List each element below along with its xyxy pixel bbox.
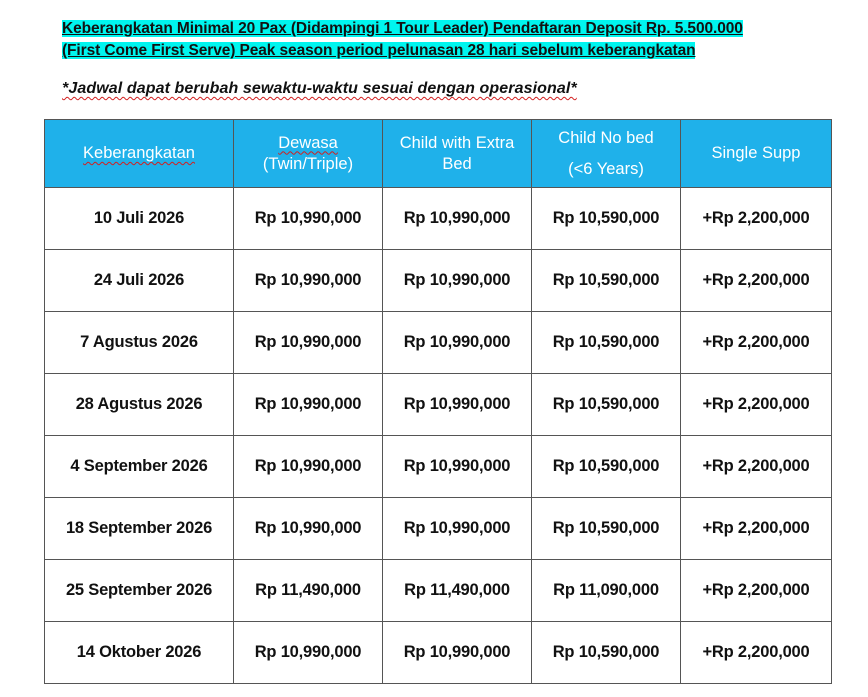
cell-child-no-bed-price: Rp 10,590,000	[532, 312, 681, 374]
cell-child-extra-price: Rp 10,990,000	[383, 250, 532, 312]
cell-date: 4 September 2026	[45, 436, 234, 498]
header-child-extra-line2: Bed	[442, 154, 472, 173]
cell-single-supp: +Rp 2,200,000	[681, 560, 832, 622]
schedule-disclaimer: *Jadwal dapat berubah sewaktu-waktu sesuai dengan operasional*	[62, 80, 577, 97]
cell-child-no-bed-price: Rp 10,590,000	[532, 250, 681, 312]
table-row	[45, 560, 832, 622]
cell-child-no-bed-price: Rp 11,090,000	[532, 560, 681, 622]
header-departure	[45, 120, 234, 188]
cell-child-extra-price: Rp 11,490,000	[383, 560, 532, 622]
header-single-label: Single Supp	[711, 144, 801, 162]
cell-child-extra-price: Rp 10,990,000	[383, 374, 532, 436]
header-adult-line2: (Twin/Triple)	[262, 154, 354, 173]
deposit-notice	[62, 18, 822, 62]
cell-child-extra-price: Rp 10,990,000	[383, 622, 532, 684]
notice-line-2: (First Come First Serve) Peak season period pelunasan 28 hari sebelum keberangkatan	[62, 42, 696, 59]
notice-line-1: Keberangkatan Minimal 20 Pax (Didampingi 1 Tour Leader) Pendaftaran Deposit Rp. 5.500.000	[62, 20, 743, 37]
header-child-extra-bed	[383, 120, 532, 188]
cell-date: 7 Agustus 2026	[45, 312, 234, 374]
cell-child-extra-price: Rp 10,990,000	[383, 312, 532, 374]
price-table	[44, 119, 832, 684]
cell-date: 10 Juli 2026	[45, 188, 234, 250]
cell-single-supp: +Rp 2,200,000	[681, 498, 832, 560]
cell-child-extra-price: Rp 10,990,000	[383, 498, 532, 560]
header-child-no-bed	[532, 120, 681, 188]
header-adult	[234, 120, 383, 188]
table-row	[45, 374, 832, 436]
cell-date: 28 Agustus 2026	[45, 374, 234, 436]
cell-adult-price: Rp 10,990,000	[234, 250, 383, 312]
cell-date: 18 September 2026	[45, 498, 234, 560]
header-adult-line1: Dewasa	[278, 133, 338, 152]
table-row	[45, 436, 832, 498]
cell-date: 24 Juli 2026	[45, 250, 234, 312]
cell-date: 14 Oktober 2026	[45, 622, 234, 684]
cell-adult-price: Rp 10,990,000	[234, 436, 383, 498]
header-single-supp	[681, 120, 832, 188]
cell-adult-price: Rp 10,990,000	[234, 188, 383, 250]
cell-child-no-bed-price: Rp 10,590,000	[532, 498, 681, 560]
cell-child-no-bed-price: Rp 10,590,000	[532, 374, 681, 436]
table-header-row	[45, 120, 832, 188]
header-child-no-bed-line1: Child No bed	[558, 128, 654, 147]
table-row	[45, 250, 832, 312]
cell-child-no-bed-price: Rp 10,590,000	[532, 436, 681, 498]
cell-date: 25 September 2026	[45, 560, 234, 622]
cell-adult-price: Rp 10,990,000	[234, 622, 383, 684]
cell-single-supp: +Rp 2,200,000	[681, 312, 832, 374]
header-child-no-bed-line2: (<6 Years)	[568, 159, 644, 178]
table-row	[45, 498, 832, 560]
cell-single-supp: +Rp 2,200,000	[681, 436, 832, 498]
cell-single-supp: +Rp 2,200,000	[681, 622, 832, 684]
cell-child-extra-price: Rp 10,990,000	[383, 188, 532, 250]
cell-adult-price: Rp 10,990,000	[234, 374, 383, 436]
table-row	[45, 188, 832, 250]
cell-adult-price: Rp 10,990,000	[234, 498, 383, 560]
cell-adult-price: Rp 11,490,000	[234, 560, 383, 622]
table-row	[45, 622, 832, 684]
cell-single-supp: +Rp 2,200,000	[681, 374, 832, 436]
header-child-extra-line1: Child with Extra	[399, 133, 515, 152]
cell-adult-price: Rp 10,990,000	[234, 312, 383, 374]
cell-single-supp: +Rp 2,200,000	[681, 188, 832, 250]
table-row	[45, 312, 832, 374]
cell-single-supp: +Rp 2,200,000	[681, 250, 832, 312]
header-departure-label: Keberangkatan	[83, 144, 195, 162]
cell-child-extra-price: Rp 10,990,000	[383, 436, 532, 498]
cell-child-no-bed-price: Rp 10,590,000	[532, 622, 681, 684]
cell-child-no-bed-price: Rp 10,590,000	[532, 188, 681, 250]
